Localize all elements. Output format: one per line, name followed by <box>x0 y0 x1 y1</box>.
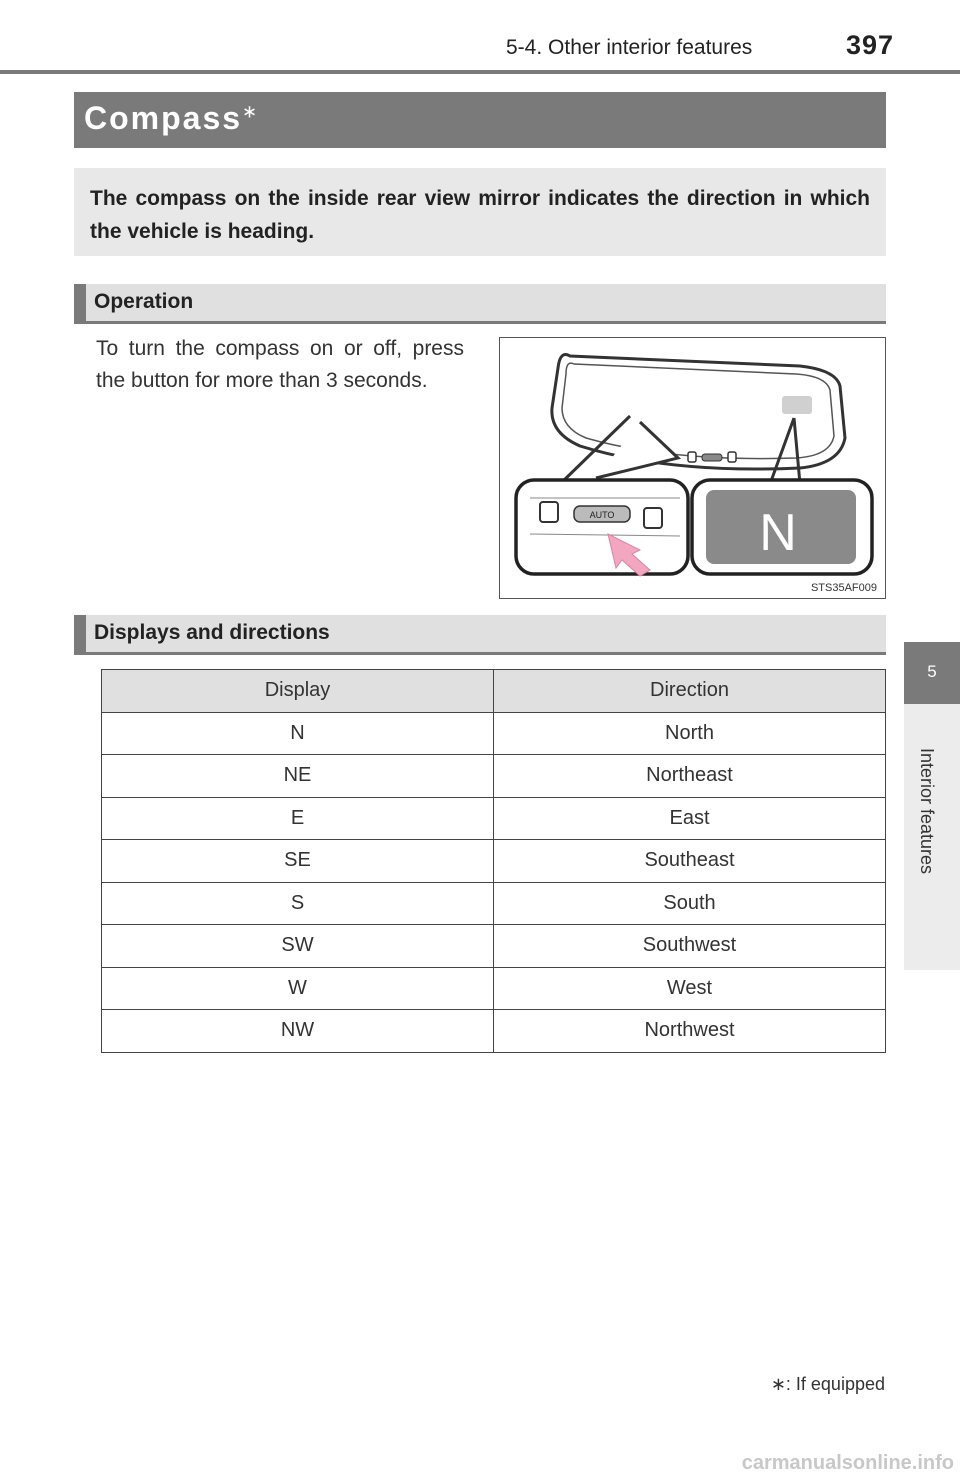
table-row <box>102 882 886 925</box>
display-cell: NW <box>102 1010 494 1053</box>
directions-table <box>101 669 886 1053</box>
table-row <box>102 712 886 755</box>
table-row <box>102 797 886 840</box>
column-header-display: Display <box>102 670 494 713</box>
section-title: 5-4. Other interior features <box>506 36 753 59</box>
operation-heading <box>74 284 886 324</box>
header-rule <box>0 70 960 74</box>
displays-heading <box>74 615 886 655</box>
display-cell: S <box>102 882 494 925</box>
direction-cell: Northeast <box>494 755 886 798</box>
display-cell: SE <box>102 840 494 883</box>
displays-heading-text: Displays and directions <box>94 621 330 644</box>
table-row <box>102 1010 886 1053</box>
chapter-tab <box>904 642 960 704</box>
auto-button-label: AUTO <box>589 510 615 520</box>
direction-cell: West <box>494 967 886 1010</box>
compass-display-letter: N <box>759 504 797 562</box>
column-header-direction: Direction <box>494 670 886 713</box>
table-row <box>102 967 886 1010</box>
operation-text: To turn the compass on or off, press the button for more than 3 seconds. <box>96 337 464 392</box>
chapter-title: Interior features <box>917 748 937 875</box>
display-cell: N <box>102 712 494 755</box>
display-cell: NE <box>102 755 494 798</box>
footnote: ∗: If equipped <box>770 1374 885 1394</box>
table-header-row <box>102 670 886 713</box>
page-title-text: Compass <box>84 100 243 136</box>
page-title-bar <box>74 92 886 148</box>
table-row <box>102 840 886 883</box>
direction-cell: Southeast <box>494 840 886 883</box>
direction-cell: North <box>494 712 886 755</box>
chapter-number: 5 <box>927 662 937 681</box>
display-cell: E <box>102 797 494 840</box>
page-number: 397 <box>846 30 895 60</box>
direction-cell: Southwest <box>494 925 886 968</box>
table-row <box>102 925 886 968</box>
watermark: carmanualsonline.info <box>741 1452 954 1474</box>
direction-cell: Northwest <box>494 1010 886 1053</box>
mirror-illustration <box>499 337 886 599</box>
page-title <box>84 100 257 137</box>
if-equipped-marker: ∗ <box>242 101 258 122</box>
operation-heading-text: Operation <box>94 290 194 313</box>
display-cell: SW <box>102 925 494 968</box>
intro-box <box>74 168 886 256</box>
table-row <box>102 755 886 798</box>
intro-text: The compass on the inside rear view mirror indicates the direction in which the vehicle is heading. <box>90 187 870 243</box>
figure-caption: STS35AF009 <box>810 582 877 594</box>
mirror-drawing <box>500 338 884 597</box>
display-cell: W <box>102 967 494 1010</box>
page-header <box>0 0 960 76</box>
direction-cell: East <box>494 797 886 840</box>
direction-cell: South <box>494 882 886 925</box>
